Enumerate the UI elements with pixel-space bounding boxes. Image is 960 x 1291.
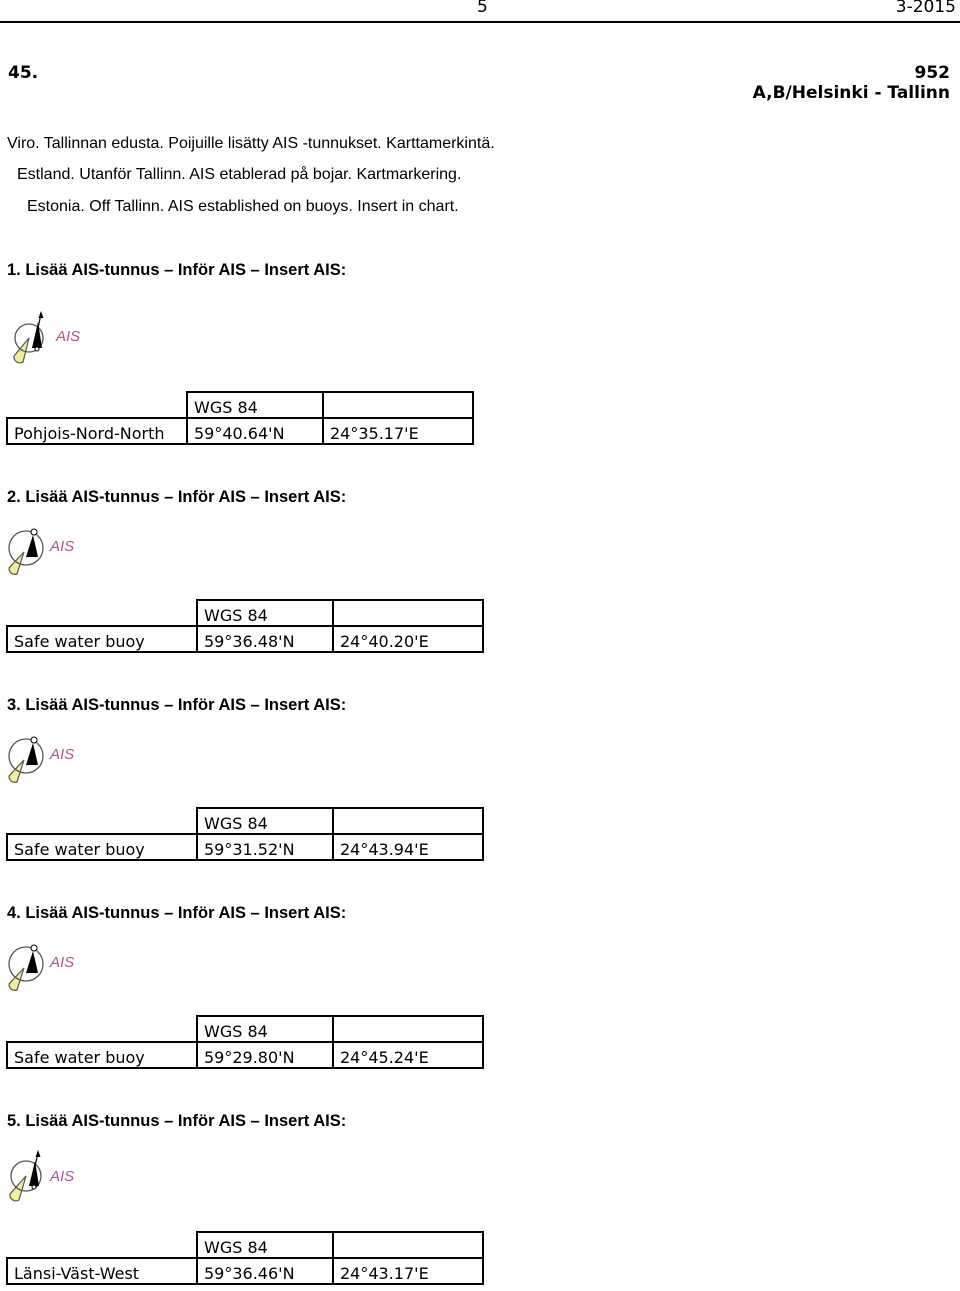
position-table [6, 807, 484, 861]
position-table [6, 391, 474, 445]
section-title: 1. Lisää AIS-tunnus – Inför AIS – Insert AIS: [7, 261, 347, 279]
chart-area: A,B/Helsinki - Tallinn [752, 83, 950, 103]
section-title: 5. Lisää AIS-tunnus – Inför AIS – Insert AIS: [7, 1112, 347, 1130]
position-table [6, 1231, 484, 1285]
ais-buoy-symbol-icon [2, 940, 92, 1000]
longitude: 24°45.24'E [333, 1042, 483, 1068]
buoy-name: Safe water buoy [7, 1042, 197, 1068]
section-title: 4. Lisää AIS-tunnus – Inför AIS – Insert AIS: [7, 904, 347, 922]
latitude: 59°29.80'N [197, 1042, 333, 1068]
position-table [6, 1015, 484, 1069]
buoy-name: Safe water buoy [7, 834, 197, 860]
intro-finnish: Viro. Tallinnan edusta. Poijuille lisätty AIS -tunnukset. Karttamerkintä. [7, 135, 495, 152]
name-header-cell [7, 808, 197, 834]
ais-label: AIS [56, 328, 81, 345]
name-header-cell [7, 600, 197, 626]
page-number: 5 [477, 0, 488, 17]
section-title: 2. Lisää AIS-tunnus – Inför AIS – Insert AIS: [7, 488, 347, 506]
buoy-name: Safe water buoy [7, 626, 197, 652]
intro-english: Estonia. Off Tallinn. AIS established on buoys. Insert in chart. [27, 198, 459, 215]
name-header-cell [7, 392, 187, 418]
buoy-name: Länsi-Väst-West [7, 1258, 197, 1284]
header-rule [0, 21, 960, 23]
datum-cell: WGS 84 [197, 1232, 333, 1258]
ais-label: AIS [50, 1168, 75, 1185]
name-header-cell [7, 1016, 197, 1042]
ais-buoy-symbol-icon [2, 732, 92, 792]
buoy-name: Pohjois-Nord-North [7, 418, 187, 444]
datum-spacer-cell [333, 1016, 483, 1042]
issue-number: 3-2015 [895, 0, 956, 17]
ais-label: AIS [50, 954, 75, 971]
position-table [6, 599, 484, 653]
ais-buoy-symbol-icon [8, 308, 98, 368]
latitude: 59°31.52'N [197, 834, 333, 860]
notice-number: 45. [8, 63, 39, 83]
longitude: 24°35.17'E [323, 418, 473, 444]
datum-spacer-cell [333, 1232, 483, 1258]
datum-cell: WGS 84 [197, 600, 333, 626]
datum-spacer-cell [333, 808, 483, 834]
datum-cell: WGS 84 [197, 1016, 333, 1042]
ais-buoy-symbol-icon [2, 524, 92, 584]
section-title: 3. Lisää AIS-tunnus – Inför AIS – Insert AIS: [7, 696, 347, 714]
name-header-cell [7, 1232, 197, 1258]
datum-cell: WGS 84 [197, 808, 333, 834]
intro-swedish: Estland. Utanför Tallinn. AIS etablerad på bojar. Kartmarkering. [17, 166, 462, 183]
latitude: 59°40.64'N [187, 418, 323, 444]
ais-buoy-symbol-icon [2, 1148, 92, 1208]
longitude: 24°40.20'E [333, 626, 483, 652]
datum-cell: WGS 84 [187, 392, 323, 418]
chart-number: 952 [914, 63, 950, 83]
datum-spacer-cell [323, 392, 473, 418]
latitude: 59°36.46'N [197, 1258, 333, 1284]
datum-spacer-cell [333, 600, 483, 626]
ais-label: AIS [50, 746, 75, 763]
ais-label: AIS [50, 538, 75, 555]
longitude: 24°43.17'E [333, 1258, 483, 1284]
latitude: 59°36.48'N [197, 626, 333, 652]
longitude: 24°43.94'E [333, 834, 483, 860]
